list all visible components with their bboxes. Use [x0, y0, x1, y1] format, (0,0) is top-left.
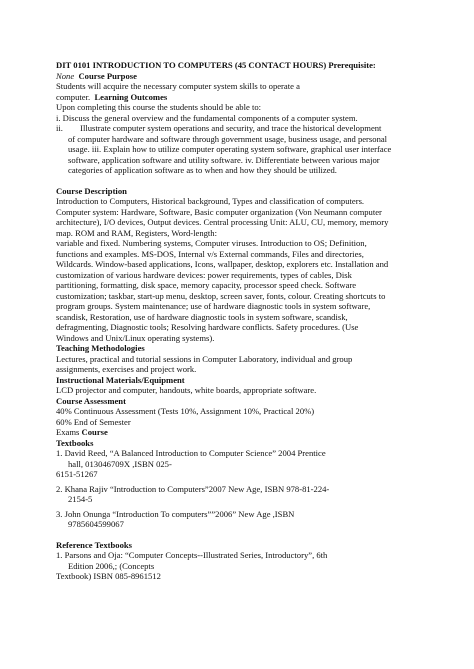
textbook-1-line-2: hall, 013046709X ,ISBN 025- — [68, 458, 172, 469]
description-line: defragmenting, Diagnostic tools; Resolving hardware conflicts. Safety procedures. (Use — [56, 322, 359, 332]
description-line: customization of various hardware devices: power requirements, types of cables, Disk — [56, 269, 352, 280]
spacer — [56, 176, 430, 186]
textbook-2-line-2: 2154-5 — [68, 494, 93, 504]
outcome-2-line-1 — [56, 123, 430, 134]
textbooks-heading: Textbooks — [56, 437, 94, 448]
description-line: architecture), I/O devices, Output devices. Central processing Unit: ALU, CU, memory, memory — [56, 217, 389, 227]
description-line: program groups. System maintenance; use of hardware diagnostic tools in system software, — [56, 301, 371, 311]
outcome-2-number: ii. — [56, 123, 63, 133]
description-line: customization; taskbar, start-up menu, desktop, screen saver, fonts, colour. Creating shortcuts to — [56, 290, 386, 301]
reference-heading: Reference Textbooks — [56, 539, 132, 550]
outcome-2-line-3: usage. iii. Explain how to utilize computer operating system software, graphical user interface — [68, 144, 392, 154]
description-line: Windows and Unix/Linux operating systems). — [56, 332, 215, 343]
purpose-heading: Course Purpose — [78, 70, 137, 81]
outcomes-heading: Learning Outcomes — [94, 91, 168, 102]
outcomes-intro: Upon completing this course the students should be able to: — [56, 102, 262, 112]
course-title: DIT 0101 INTRODUCTION TO COMPUTERS (45 CONTACT HOURS) Prerequisite: — [56, 60, 376, 70]
materials-text: LCD projector and computer, handouts, white boards, appropriate software. — [56, 385, 317, 395]
description-line: Computer system: Hardware, Software, Basic computer organization (Von Neumann computer — [56, 206, 382, 217]
description-line: partitioning, formatting, disk space, memory capacity, processor speed check. Software — [56, 280, 357, 290]
teaching-line-2: assignments, exercises and project work. — [56, 364, 197, 374]
description-heading: Course Description — [56, 185, 127, 196]
assessment-exams: Exams — [56, 427, 80, 437]
teaching-line-1: Lectures, practical and tutorial sessions in Computer Laboratory, individual and group — [56, 353, 353, 364]
textbook-2-line-1: 2. Khana Rajiv “Introduction to Computers”2007 New Age, ISBN 978-81-224- — [56, 483, 330, 494]
purpose-outcomes-line — [56, 92, 430, 103]
prerequisite-value: None — [56, 70, 75, 81]
outcome-2-text: Illustrate computer system operations and security, and trace the historical development — [80, 123, 382, 133]
purpose-text-1: Students will acquire the necessary computer system skills to operate a — [56, 81, 300, 91]
reference-1-line-2: Edition 2006,; (Concepts — [68, 560, 155, 571]
assessment-line-3 — [56, 427, 430, 438]
assessment-line-2: 60% End of Semester — [56, 416, 131, 427]
spacer — [56, 530, 430, 540]
description-line: variable and fixed. Numbering systems, Computer viruses. Introduction to OS; Definition, — [56, 238, 367, 248]
purpose-heading-line — [56, 71, 430, 82]
description-line: Wildcards. Window-based applications, Icons, wallpaper, desktop, explorers etc. Installation and — [56, 259, 389, 269]
outcome-2-line-5: categories of application software as to when and how they should be utilized. — [68, 165, 337, 175]
textbook-1-line-1: 1. David Reed, “A Balanced Introduction to Computer Science” 2004 Prentice — [56, 448, 326, 458]
teaching-heading: Teaching Methodologies — [56, 343, 145, 353]
description-line: scandisk, Restoration, use of hardware diagnostic tools in system software, scandisk, — [56, 311, 348, 322]
description-line: map. ROM and RAM, Registers, Word-length: — [56, 227, 217, 238]
description-line: functions and examples. MS-DOS, Internal v/s External commands, Files and directories, — [56, 248, 364, 259]
outcome-1: i. Discuss the general overview and the fundamental components of a computer system. — [56, 112, 358, 123]
assessment-heading: Course Assessment — [56, 395, 126, 406]
purpose-text-2: computer. — [56, 91, 91, 102]
textbook-1-line-3: 6151-51267 — [56, 469, 98, 479]
textbook-3-line-1: 3. John Onunga “Introduction To computers””2006” New Age ,ISBN — [56, 508, 295, 519]
outcome-2-line-2: of computer hardware and software through government usage, business usage, and personal — [68, 133, 388, 144]
reference-1-line-3: Textbook) ISBN 085-8961512 — [56, 571, 161, 581]
assessment-line-1: 40% Continuous Assessment (Tests 10%, Assignment 10%, Practical 20%) — [56, 406, 315, 416]
outcome-2-line-4: software, application software and utility software. iv. Differentiate between various major — [68, 154, 380, 165]
materials-heading: Instructional Materials/Equipment — [56, 374, 185, 385]
textbook-3-line-2: 9785604599067 — [68, 519, 124, 529]
assessment-course: Course — [81, 427, 108, 437]
description-line: Introduction to Computers, Historical background, Types and classification of computers. — [56, 196, 365, 206]
description-body — [56, 196, 430, 343]
reference-1-line-1: 1. Parsons and Oja: “Computer Concepts--Illustrated Series, Introductory”, 6th — [56, 550, 328, 560]
